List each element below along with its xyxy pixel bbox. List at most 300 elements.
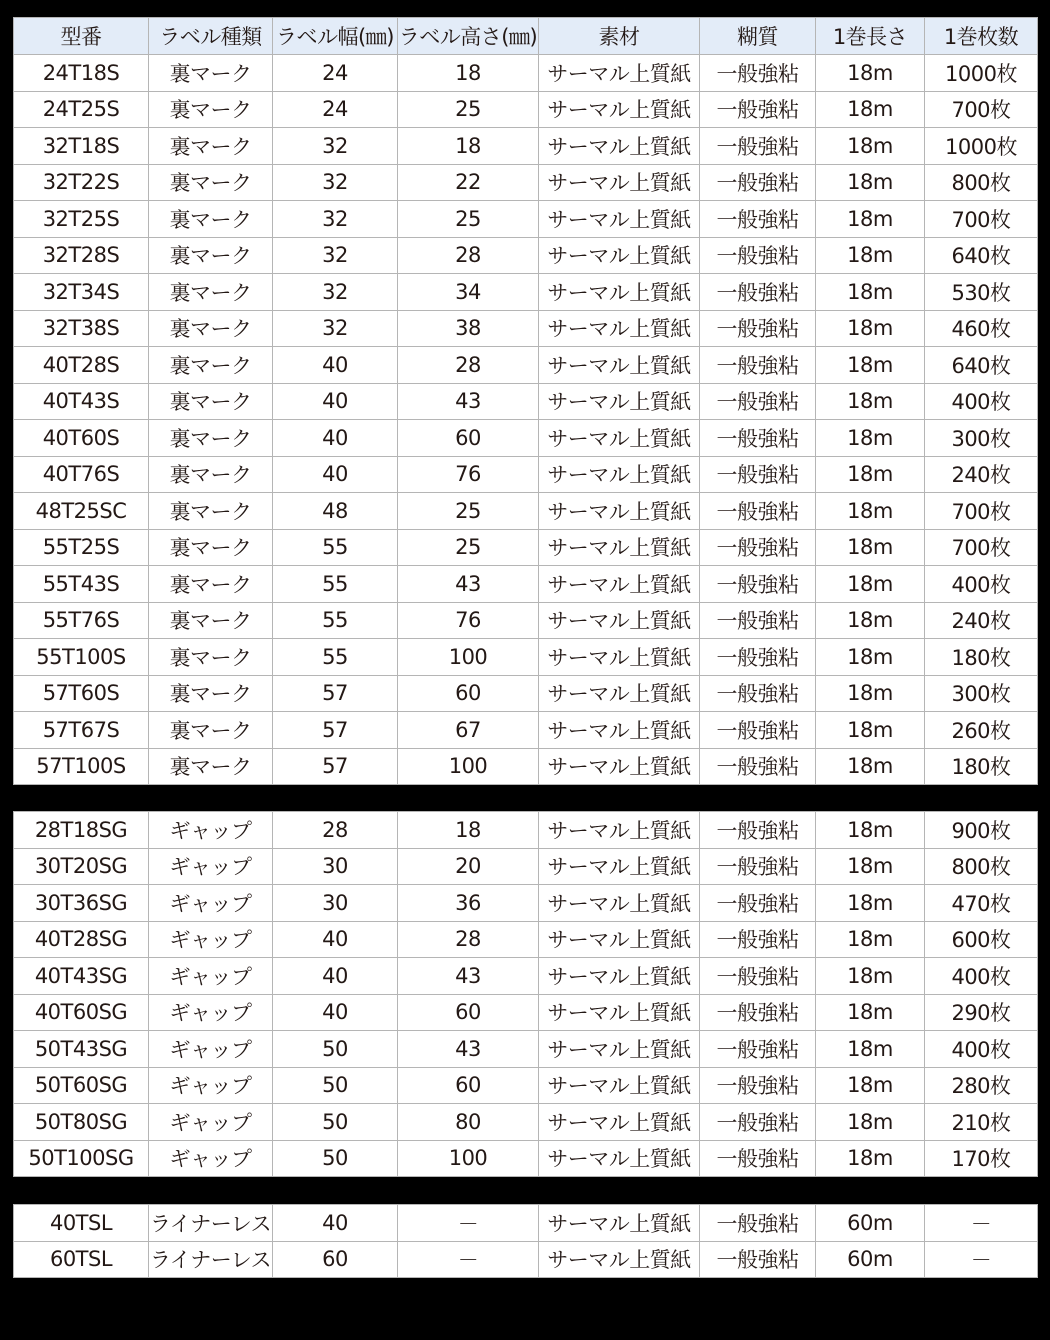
cell-material: サーマル上質紙 xyxy=(539,848,700,885)
cell-label-type: ギャップ xyxy=(149,958,273,995)
table-row xyxy=(14,958,1038,995)
cell-labels-per-roll: 530枚 xyxy=(925,274,1038,311)
header-label-width: ラベル幅(㎜) xyxy=(273,18,398,55)
cell-model-number: 40T28S xyxy=(14,347,149,384)
cell-adhesive: 一般強粘 xyxy=(700,675,816,712)
cell-label-type: 裏マーク xyxy=(149,748,273,785)
cell-labels-per-roll: 700枚 xyxy=(925,201,1038,238)
cell-adhesive: 一般強粘 xyxy=(700,237,816,274)
cell-material: サーマル上質紙 xyxy=(539,1031,700,1068)
cell-label-type: ギャップ xyxy=(149,994,273,1031)
cell-model-number: 32T22S xyxy=(14,164,149,201)
cell-adhesive: 一般強粘 xyxy=(700,1031,816,1068)
cell-label-type: 裏マーク xyxy=(149,164,273,201)
cell-label-width: 32 xyxy=(273,310,398,347)
cell-adhesive: 一般強粘 xyxy=(700,712,816,749)
cell-model-number: 57T60S xyxy=(14,675,149,712)
table-row xyxy=(14,128,1038,165)
cell-labels-per-roll: 700枚 xyxy=(925,493,1038,530)
table-row xyxy=(14,201,1038,238)
cell-label-width: 32 xyxy=(273,128,398,165)
cell-label-width: 32 xyxy=(273,274,398,311)
cell-adhesive: 一般強粘 xyxy=(700,958,816,995)
header-label-type: ラベル種類 xyxy=(149,18,273,55)
cell-model-number: 30T36SG xyxy=(14,885,149,922)
cell-label-type: ギャップ xyxy=(149,1140,273,1177)
cell-model-number: 48T25SC xyxy=(14,493,149,530)
cell-adhesive: 一般強粘 xyxy=(700,201,816,238)
table-row xyxy=(14,1031,1038,1068)
cell-label-height: 22 xyxy=(398,164,539,201)
cell-roll-length: 18m xyxy=(816,310,925,347)
cell-material: サーマル上質紙 xyxy=(539,1241,700,1278)
cell-labels-per-roll: 600枚 xyxy=(925,921,1038,958)
cell-label-width: 32 xyxy=(273,237,398,274)
cell-label-width: 57 xyxy=(273,712,398,749)
cell-label-type: ギャップ xyxy=(149,1031,273,1068)
cell-label-width: 40 xyxy=(273,1205,398,1242)
cell-adhesive: 一般強粘 xyxy=(700,91,816,128)
cell-label-type: 裏マーク xyxy=(149,91,273,128)
cell-label-width: 32 xyxy=(273,201,398,238)
cell-model-number: 55T43S xyxy=(14,566,149,603)
cell-labels-per-roll: 460枚 xyxy=(925,310,1038,347)
cell-roll-length: 18m xyxy=(816,1067,925,1104)
cell-labels-per-roll: 290枚 xyxy=(925,994,1038,1031)
cell-model-number: 55T76S xyxy=(14,602,149,639)
cell-model-number: 55T25S xyxy=(14,529,149,566)
cell-label-height: 25 xyxy=(398,91,539,128)
cell-label-type: ギャップ xyxy=(149,1104,273,1141)
cell-labels-per-roll: － xyxy=(925,1241,1038,1278)
table-row xyxy=(14,383,1038,420)
cell-adhesive: 一般強粘 xyxy=(700,1067,816,1104)
cell-label-height: 43 xyxy=(398,958,539,995)
cell-label-height: 67 xyxy=(398,712,539,749)
table-row xyxy=(14,1067,1038,1104)
cell-label-height: 28 xyxy=(398,921,539,958)
table-row xyxy=(14,748,1038,785)
cell-model-number: 57T67S xyxy=(14,712,149,749)
cell-labels-per-roll: 170枚 xyxy=(925,1140,1038,1177)
cell-label-type: 裏マーク xyxy=(149,128,273,165)
cell-label-height: 43 xyxy=(398,383,539,420)
label-spec-table-back-mark xyxy=(13,17,1038,785)
cell-material: サーマル上質紙 xyxy=(539,1104,700,1141)
table-row xyxy=(14,493,1038,530)
cell-roll-length: 18m xyxy=(816,1140,925,1177)
cell-label-type: ライナーレス xyxy=(149,1241,273,1278)
cell-labels-per-roll: 180枚 xyxy=(925,639,1038,676)
cell-label-width: 40 xyxy=(273,383,398,420)
cell-label-height: 60 xyxy=(398,420,539,457)
cell-adhesive: 一般強粘 xyxy=(700,164,816,201)
cell-labels-per-roll: 700枚 xyxy=(925,529,1038,566)
cell-roll-length: 60m xyxy=(816,1241,925,1278)
cell-material: サーマル上質紙 xyxy=(539,274,700,311)
cell-label-width: 50 xyxy=(273,1104,398,1141)
cell-adhesive: 一般強粘 xyxy=(700,1205,816,1242)
cell-material: サーマル上質紙 xyxy=(539,958,700,995)
table-row xyxy=(14,164,1038,201)
cell-labels-per-roll: 900枚 xyxy=(925,812,1038,849)
cell-label-type: 裏マーク xyxy=(149,712,273,749)
cell-label-width: 50 xyxy=(273,1031,398,1068)
cell-label-type: ギャップ xyxy=(149,885,273,922)
cell-material: サーマル上質紙 xyxy=(539,712,700,749)
cell-material: サーマル上質紙 xyxy=(539,748,700,785)
cell-model-number: 24T25S xyxy=(14,91,149,128)
cell-roll-length: 18m xyxy=(816,1104,925,1141)
cell-roll-length: 18m xyxy=(816,848,925,885)
cell-adhesive: 一般強粘 xyxy=(700,383,816,420)
cell-label-width: 55 xyxy=(273,639,398,676)
cell-adhesive: 一般強粘 xyxy=(700,128,816,165)
cell-label-height: 18 xyxy=(398,812,539,849)
cell-roll-length: 18m xyxy=(816,493,925,530)
cell-model-number: 50T43SG xyxy=(14,1031,149,1068)
cell-label-type: 裏マーク xyxy=(149,529,273,566)
cell-labels-per-roll: 260枚 xyxy=(925,712,1038,749)
cell-model-number: 32T28S xyxy=(14,237,149,274)
cell-labels-per-roll: 180枚 xyxy=(925,748,1038,785)
cell-adhesive: 一般強粘 xyxy=(700,602,816,639)
cell-label-height: 28 xyxy=(398,347,539,384)
cell-labels-per-roll: 280枚 xyxy=(925,1067,1038,1104)
cell-adhesive: 一般強粘 xyxy=(700,1104,816,1141)
cell-adhesive: 一般強粘 xyxy=(700,748,816,785)
cell-roll-length: 60m xyxy=(816,1205,925,1242)
cell-roll-length: 18m xyxy=(816,994,925,1031)
cell-model-number: 40T28SG xyxy=(14,921,149,958)
cell-roll-length: 18m xyxy=(816,885,925,922)
cell-model-number: 32T34S xyxy=(14,274,149,311)
cell-adhesive: 一般強粘 xyxy=(700,566,816,603)
table-body xyxy=(14,812,1038,1177)
cell-roll-length: 18m xyxy=(816,237,925,274)
cell-adhesive: 一般強粘 xyxy=(700,493,816,530)
cell-model-number: 40T43S xyxy=(14,383,149,420)
cell-labels-per-roll: 1000枚 xyxy=(925,55,1038,92)
cell-label-type: ギャップ xyxy=(149,848,273,885)
cell-label-type: 裏マーク xyxy=(149,274,273,311)
cell-adhesive: 一般強粘 xyxy=(700,456,816,493)
cell-roll-length: 18m xyxy=(816,602,925,639)
cell-label-width: 40 xyxy=(273,994,398,1031)
cell-label-width: 50 xyxy=(273,1140,398,1177)
cell-label-height: 43 xyxy=(398,1031,539,1068)
cell-label-height: 80 xyxy=(398,1104,539,1141)
table-body xyxy=(14,1205,1038,1278)
cell-adhesive: 一般強粘 xyxy=(700,55,816,92)
cell-model-number: 55T100S xyxy=(14,639,149,676)
cell-model-number: 40T60S xyxy=(14,420,149,457)
cell-label-type: ギャップ xyxy=(149,921,273,958)
cell-label-width: 24 xyxy=(273,55,398,92)
cell-label-height: － xyxy=(398,1241,539,1278)
cell-material: サーマル上質紙 xyxy=(539,602,700,639)
cell-adhesive: 一般強粘 xyxy=(700,347,816,384)
cell-label-width: 57 xyxy=(273,748,398,785)
cell-material: サーマル上質紙 xyxy=(539,310,700,347)
cell-labels-per-roll: 1000枚 xyxy=(925,128,1038,165)
cell-material: サーマル上質紙 xyxy=(539,55,700,92)
cell-label-width: 40 xyxy=(273,347,398,384)
cell-material: サーマル上質紙 xyxy=(539,812,700,849)
table-header-row xyxy=(14,18,1038,55)
cell-model-number: 50T60SG xyxy=(14,1067,149,1104)
table-row xyxy=(14,1140,1038,1177)
cell-model-number: 32T25S xyxy=(14,201,149,238)
cell-roll-length: 18m xyxy=(816,128,925,165)
cell-label-height: 43 xyxy=(398,566,539,603)
cell-material: サーマル上質紙 xyxy=(539,994,700,1031)
cell-material: サーマル上質紙 xyxy=(539,456,700,493)
cell-labels-per-roll: － xyxy=(925,1205,1038,1242)
cell-roll-length: 18m xyxy=(816,274,925,311)
cell-label-height: 38 xyxy=(398,310,539,347)
cell-label-height: 18 xyxy=(398,55,539,92)
cell-label-type: 裏マーク xyxy=(149,639,273,676)
table-row xyxy=(14,639,1038,676)
cell-roll-length: 18m xyxy=(816,201,925,238)
cell-roll-length: 18m xyxy=(816,420,925,457)
cell-material: サーマル上質紙 xyxy=(539,201,700,238)
cell-adhesive: 一般強粘 xyxy=(700,1241,816,1278)
cell-label-width: 55 xyxy=(273,602,398,639)
cell-roll-length: 18m xyxy=(816,91,925,128)
cell-adhesive: 一般強粘 xyxy=(700,848,816,885)
cell-label-type: ギャップ xyxy=(149,1067,273,1104)
cell-label-type: 裏マーク xyxy=(149,55,273,92)
cell-model-number: 40T60SG xyxy=(14,994,149,1031)
cell-roll-length: 18m xyxy=(816,164,925,201)
cell-label-height: 20 xyxy=(398,848,539,885)
cell-roll-length: 18m xyxy=(816,921,925,958)
cell-label-width: 55 xyxy=(273,566,398,603)
cell-model-number: 30T20SG xyxy=(14,848,149,885)
cell-label-height: 60 xyxy=(398,994,539,1031)
cell-label-height: 60 xyxy=(398,1067,539,1104)
cell-labels-per-roll: 800枚 xyxy=(925,848,1038,885)
table-row xyxy=(14,55,1038,92)
cell-material: サーマル上質紙 xyxy=(539,1205,700,1242)
cell-roll-length: 18m xyxy=(816,456,925,493)
cell-adhesive: 一般強粘 xyxy=(700,994,816,1031)
cell-material: サーマル上質紙 xyxy=(539,675,700,712)
cell-labels-per-roll: 240枚 xyxy=(925,602,1038,639)
cell-roll-length: 18m xyxy=(816,675,925,712)
cell-label-width: 40 xyxy=(273,958,398,995)
cell-labels-per-roll: 400枚 xyxy=(925,958,1038,995)
cell-roll-length: 18m xyxy=(816,812,925,849)
header-roll-length: 1巻長さ xyxy=(816,18,925,55)
cell-label-type: 裏マーク xyxy=(149,310,273,347)
table-row xyxy=(14,237,1038,274)
cell-labels-per-roll: 240枚 xyxy=(925,456,1038,493)
cell-roll-length: 18m xyxy=(816,566,925,603)
cell-label-type: 裏マーク xyxy=(149,383,273,420)
cell-label-type: 裏マーク xyxy=(149,347,273,384)
header-labels-per-roll: 1巻枚数 xyxy=(925,18,1038,55)
cell-label-type: 裏マーク xyxy=(149,566,273,603)
table-row xyxy=(14,420,1038,457)
cell-labels-per-roll: 400枚 xyxy=(925,566,1038,603)
cell-material: サーマル上質紙 xyxy=(539,493,700,530)
cell-roll-length: 18m xyxy=(816,383,925,420)
cell-model-number: 40T43SG xyxy=(14,958,149,995)
header-model-number: 型番 xyxy=(14,18,149,55)
cell-material: サーマル上質紙 xyxy=(539,91,700,128)
cell-model-number: 28T18SG xyxy=(14,812,149,849)
cell-label-height: 18 xyxy=(398,128,539,165)
cell-labels-per-roll: 210枚 xyxy=(925,1104,1038,1141)
table-row xyxy=(14,274,1038,311)
cell-label-width: 40 xyxy=(273,420,398,457)
cell-roll-length: 18m xyxy=(816,748,925,785)
cell-label-height: 34 xyxy=(398,274,539,311)
cell-label-type: 裏マーク xyxy=(149,201,273,238)
cell-label-type: 裏マーク xyxy=(149,675,273,712)
table-row xyxy=(14,456,1038,493)
cell-labels-per-roll: 470枚 xyxy=(925,885,1038,922)
cell-model-number: 60TSL xyxy=(14,1241,149,1278)
cell-material: サーマル上質紙 xyxy=(539,128,700,165)
cell-label-width: 57 xyxy=(273,675,398,712)
cell-label-height: 36 xyxy=(398,885,539,922)
table-row xyxy=(14,310,1038,347)
cell-model-number: 32T38S xyxy=(14,310,149,347)
cell-model-number: 57T100S xyxy=(14,748,149,785)
cell-labels-per-roll: 400枚 xyxy=(925,383,1038,420)
cell-roll-length: 18m xyxy=(816,958,925,995)
table-row xyxy=(14,675,1038,712)
cell-label-width: 60 xyxy=(273,1241,398,1278)
table-row xyxy=(14,602,1038,639)
cell-label-type: 裏マーク xyxy=(149,237,273,274)
table-row xyxy=(14,529,1038,566)
cell-model-number: 50T80SG xyxy=(14,1104,149,1141)
cell-labels-per-roll: 800枚 xyxy=(925,164,1038,201)
cell-adhesive: 一般強粘 xyxy=(700,420,816,457)
cell-material: サーマル上質紙 xyxy=(539,529,700,566)
table-row xyxy=(14,994,1038,1031)
table-row xyxy=(14,566,1038,603)
cell-label-height: 100 xyxy=(398,639,539,676)
cell-labels-per-roll: 640枚 xyxy=(925,237,1038,274)
cell-label-height: － xyxy=(398,1205,539,1242)
cell-material: サーマル上質紙 xyxy=(539,1140,700,1177)
table-row xyxy=(14,1104,1038,1141)
cell-label-width: 55 xyxy=(273,529,398,566)
cell-labels-per-roll: 400枚 xyxy=(925,1031,1038,1068)
table-row xyxy=(14,1241,1038,1278)
cell-roll-length: 18m xyxy=(816,639,925,676)
cell-label-width: 32 xyxy=(273,164,398,201)
cell-label-width: 50 xyxy=(273,1067,398,1104)
cell-roll-length: 18m xyxy=(816,1031,925,1068)
cell-material: サーマル上質紙 xyxy=(539,347,700,384)
cell-adhesive: 一般強粘 xyxy=(700,885,816,922)
header-label-height: ラベル高さ(㎜) xyxy=(398,18,539,55)
cell-material: サーマル上質紙 xyxy=(539,237,700,274)
table-row xyxy=(14,347,1038,384)
cell-label-width: 28 xyxy=(273,812,398,849)
cell-label-height: 100 xyxy=(398,1140,539,1177)
cell-material: サーマル上質紙 xyxy=(539,566,700,603)
cell-roll-length: 18m xyxy=(816,347,925,384)
cell-material: サーマル上質紙 xyxy=(539,1067,700,1104)
cell-material: サーマル上質紙 xyxy=(539,639,700,676)
cell-labels-per-roll: 700枚 xyxy=(925,91,1038,128)
cell-adhesive: 一般強粘 xyxy=(700,921,816,958)
cell-label-width: 48 xyxy=(273,493,398,530)
cell-label-type: 裏マーク xyxy=(149,493,273,530)
cell-label-width: 24 xyxy=(273,91,398,128)
table-row xyxy=(14,1205,1038,1242)
cell-roll-length: 18m xyxy=(816,529,925,566)
cell-label-type: 裏マーク xyxy=(149,420,273,457)
cell-label-height: 25 xyxy=(398,493,539,530)
cell-label-width: 40 xyxy=(273,921,398,958)
cell-model-number: 40T76S xyxy=(14,456,149,493)
cell-adhesive: 一般強粘 xyxy=(700,1140,816,1177)
cell-adhesive: 一般強粘 xyxy=(700,812,816,849)
cell-model-number: 32T18S xyxy=(14,128,149,165)
cell-label-type: 裏マーク xyxy=(149,602,273,639)
cell-label-type: 裏マーク xyxy=(149,456,273,493)
cell-adhesive: 一般強粘 xyxy=(700,639,816,676)
cell-labels-per-roll: 300枚 xyxy=(925,420,1038,457)
cell-label-type: ギャップ xyxy=(149,812,273,849)
cell-adhesive: 一般強粘 xyxy=(700,274,816,311)
cell-material: サーマル上質紙 xyxy=(539,921,700,958)
cell-label-width: 30 xyxy=(273,885,398,922)
cell-label-height: 76 xyxy=(398,602,539,639)
table-row xyxy=(14,885,1038,922)
cell-material: サーマル上質紙 xyxy=(539,383,700,420)
cell-labels-per-roll: 300枚 xyxy=(925,675,1038,712)
table-row xyxy=(14,812,1038,849)
cell-label-height: 25 xyxy=(398,201,539,238)
cell-label-height: 100 xyxy=(398,748,539,785)
cell-label-width: 30 xyxy=(273,848,398,885)
header-material: 素材 xyxy=(539,18,700,55)
cell-material: サーマル上質紙 xyxy=(539,164,700,201)
table-row xyxy=(14,91,1038,128)
table-body xyxy=(14,55,1038,785)
header-adhesive: 糊質 xyxy=(700,18,816,55)
cell-adhesive: 一般強粘 xyxy=(700,529,816,566)
cell-label-height: 25 xyxy=(398,529,539,566)
cell-label-height: 60 xyxy=(398,675,539,712)
cell-roll-length: 18m xyxy=(816,712,925,749)
cell-roll-length: 18m xyxy=(816,55,925,92)
table-row xyxy=(14,712,1038,749)
label-spec-table-gap xyxy=(13,811,1038,1177)
cell-labels-per-roll: 640枚 xyxy=(925,347,1038,384)
cell-label-height: 76 xyxy=(398,456,539,493)
table-row xyxy=(14,848,1038,885)
cell-model-number: 24T18S xyxy=(14,55,149,92)
table-row xyxy=(14,921,1038,958)
label-spec-table-linerless xyxy=(13,1204,1038,1278)
cell-material: サーマル上質紙 xyxy=(539,885,700,922)
cell-model-number: 40TSL xyxy=(14,1205,149,1242)
cell-adhesive: 一般強粘 xyxy=(700,310,816,347)
cell-material: サーマル上質紙 xyxy=(539,420,700,457)
cell-label-type: ライナーレス xyxy=(149,1205,273,1242)
